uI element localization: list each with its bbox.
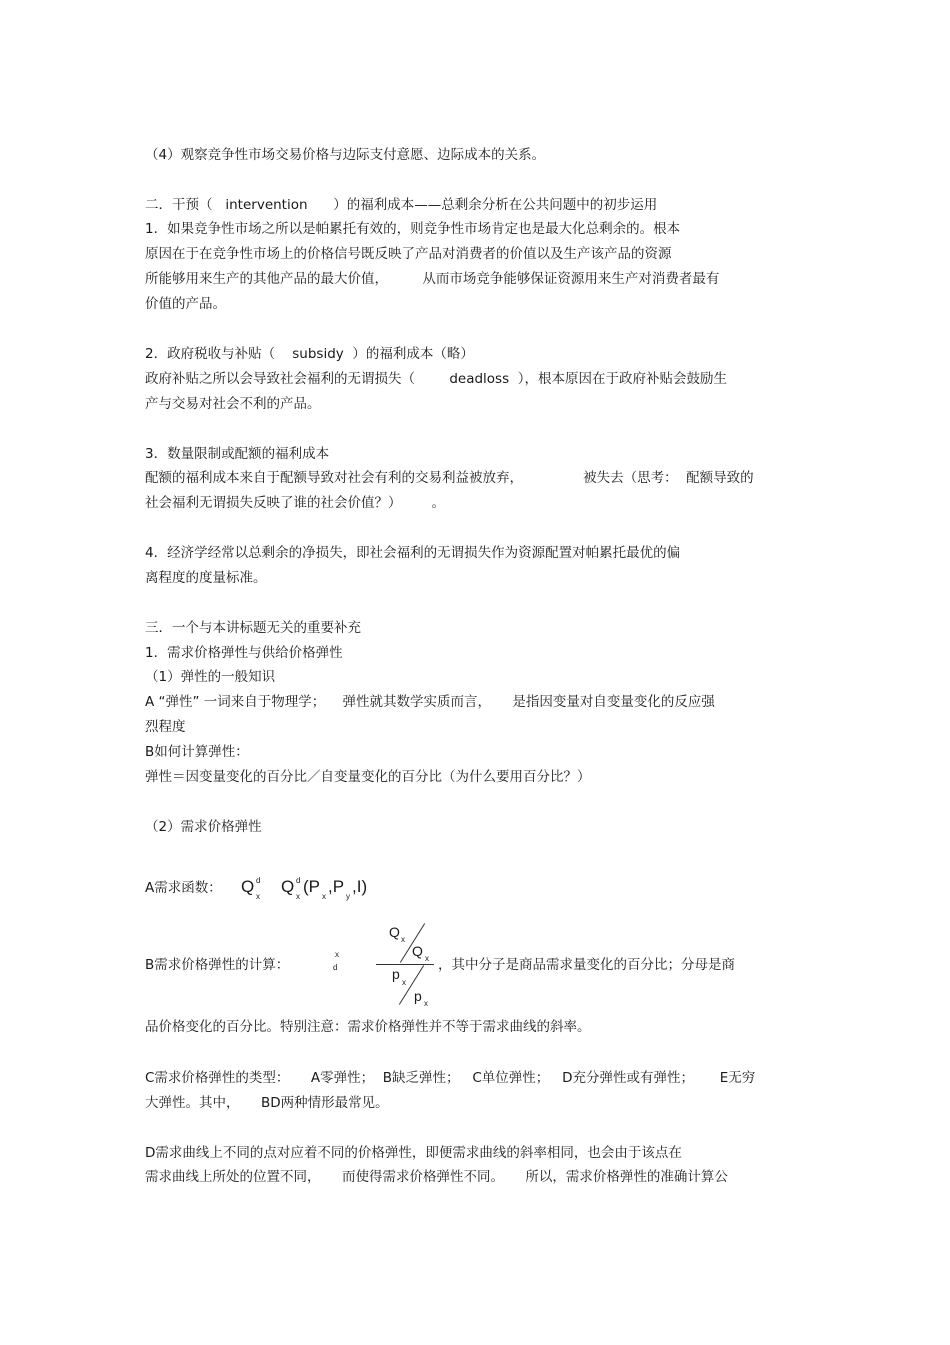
text-line: D需求曲线上不同的点对应着不同的价格弹性，即便需求曲线的斜率相同，也会由于该点在 xyxy=(145,1145,682,1161)
formula-symbol: Q xyxy=(281,877,295,896)
text-line: 弹性＝因变量变化的百分比／自变量变化的百分比（为什么要用百分比？） xyxy=(145,769,591,785)
text-line: A需求函数： xyxy=(145,880,222,896)
formula-subscript: y xyxy=(346,892,350,901)
text-line: （1）弹性的一般知识 xyxy=(145,669,276,685)
section-heading: 三．一个与本讲标题无关的重要补充 xyxy=(145,620,361,636)
formula-subscript: d xyxy=(333,963,338,972)
text-line: 3．数量限制或配额的福利成本 xyxy=(145,446,330,462)
text-line: 产与交易对社会不利的产品。 xyxy=(145,396,321,412)
text-line: B如何计算弹性： xyxy=(145,744,249,760)
formula-superscript: d xyxy=(256,876,261,885)
formula-symbol: Q xyxy=(389,924,400,940)
fraction-bar xyxy=(376,964,434,965)
formula-subscript: x xyxy=(402,978,406,987)
formula-subscript: x xyxy=(424,999,428,1008)
formula-subscript: x xyxy=(425,954,429,963)
text-line: 需求曲线上所处的位置不同， 而使得需求价格弹性不同。 所以，需求价格弹性的准确计算公 xyxy=(145,1169,728,1185)
section-heading: 二．干预（ intervention ）的福利成本——总剩余分析在公共问题中的初步运用 xyxy=(145,197,658,213)
formula-symbol: p xyxy=(392,966,400,982)
formula-subscript: x xyxy=(322,892,326,901)
text-line: 配额的福利成本来自于配额导致对社会有利的交易利益被放弃， 被失去（思考： 配额导致的 xyxy=(145,470,754,486)
formula-subscript: x xyxy=(401,935,405,944)
text-line: （2）需求价格弹性 xyxy=(145,819,262,835)
text-line: （4）观察竞争性市场交易价格与边际支付意愿、边际成本的关系。 xyxy=(145,147,546,163)
text-line: 烈程度 xyxy=(145,719,186,735)
formula-subscript: x xyxy=(296,892,300,901)
formula-args: ,P xyxy=(328,877,345,896)
formula-symbol: p xyxy=(414,988,422,1004)
formula-symbol: Q xyxy=(412,943,423,959)
text-line: 大弹性。其中， BD两种情形最常见。 xyxy=(145,1095,389,1111)
text-line: B需求价格弹性的计算： xyxy=(145,957,290,973)
formula-subscript: x xyxy=(335,950,339,959)
text-line: 离程度的度量标准。 xyxy=(145,570,267,586)
text-line: 4．经济学经常以总剩余的净损失，即社会福利的无谓损失作为资源配置对帕累托最优的偏 xyxy=(145,545,681,561)
text-line: A “弹性” 一词来自于物理学； 弹性就其数学实质而言， 是指因变量对自变量变化的反应强 xyxy=(145,694,715,710)
formula-superscript: d xyxy=(296,876,301,885)
formula-args: (P xyxy=(303,877,320,896)
text-line: 1．需求价格弹性与供给价格弹性 xyxy=(145,645,343,661)
text-line: 政府补贴之所以会导致社会福利的无谓损失（ deadloss ），根本原因在于政府补贴会鼓励生 xyxy=(145,371,727,387)
text-line: C需求价格弹性的类型： A零弹性； B缺乏弹性； C单位弹性； D充分弹性或有弹性； E无穷 xyxy=(145,1070,756,1086)
formula-args: ,I) xyxy=(352,877,368,896)
text-line: 品价格变化的百分比。特别注意：需求价格弹性并不等于需求曲线的斜率。 xyxy=(145,1019,591,1035)
text-line: 原因在于在竞争性市场上的价格信号既反映了产品对消费者的价值以及生产该产品的资源 xyxy=(145,246,672,262)
formula-symbol: Q xyxy=(241,877,255,896)
text-line: 1．如果竞争性市场之所以是帕累托有效的，则竞争性市场肯定也是最大化总剩余的。根本 xyxy=(145,221,681,237)
formula-subscript: x xyxy=(256,892,260,901)
text-line: 价值的产品。 xyxy=(145,296,226,312)
text-line: 社会福利无谓损失反映了谁的社会价值？） 。 xyxy=(145,495,446,511)
text-line: ，其中分子是商品需求量变化的百分比；分母是商 xyxy=(438,957,735,973)
text-line: 所能够用来生产的其他产品的最大价值， 从而市场竞争能够保证资源用来生产对消费者最有 xyxy=(145,271,720,287)
text-line: 2．政府税收与补贴（ subsidy ）的福利成本（略） xyxy=(145,346,474,362)
